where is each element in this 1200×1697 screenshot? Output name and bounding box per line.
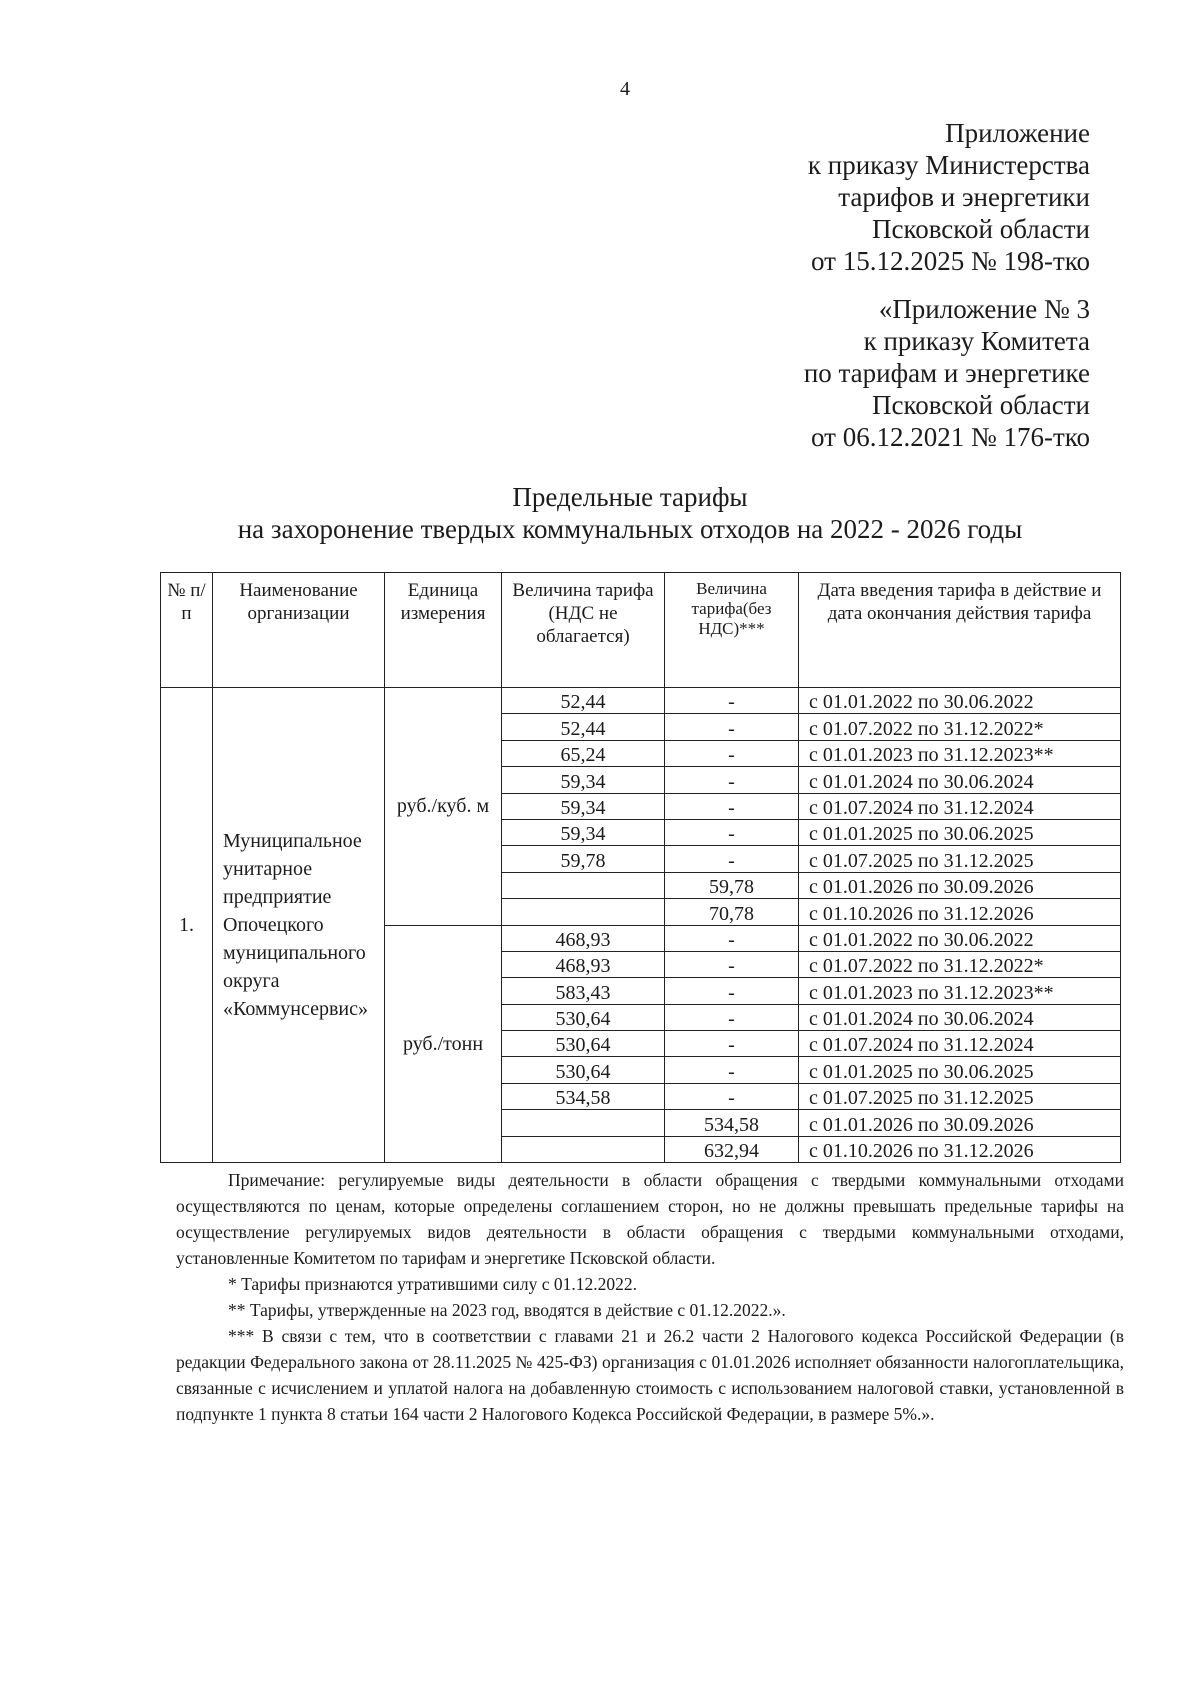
appendix-reference-line: по тарифам и энергетике [803, 358, 1090, 388]
tariff-ex-vat-cell: - [665, 740, 799, 766]
organization-name: Муниципальное унитарное предприятие Опочецкого муниципального округа «Коммунсервис» [213, 688, 385, 1163]
tariff-cell [502, 1110, 665, 1136]
tariff-cell [502, 1136, 665, 1162]
tariff-ex-vat-cell: - [665, 819, 799, 845]
period-cell: с 01.01.2024 по 30.06.2024 [799, 767, 1121, 793]
note-double-star: ** Тарифы, утвержденные на 2023 год, вводятся в действие с 01.12.2022.». [228, 1300, 786, 1320]
tariff-cell: 59,34 [502, 819, 665, 845]
period-cell: с 01.01.2023 по 31.12.2023** [799, 978, 1121, 1004]
document-subtitle: на захоронение твердых коммунальных отходов на 2022 - 2026 годы [237, 514, 1023, 544]
tariff-ex-vat-cell: - [665, 714, 799, 740]
period-cell: с 01.07.2022 по 31.12.2022* [799, 714, 1121, 740]
tariff-cell: 583,43 [502, 978, 665, 1004]
page-number: 4 [620, 78, 630, 100]
period-cell: с 01.01.2022 по 30.06.2022 [799, 925, 1121, 951]
tariff-ex-vat-cell: - [665, 1057, 799, 1083]
period-cell: с 01.01.2025 по 30.06.2025 [799, 819, 1121, 845]
tariff-ex-vat-cell: 59,78 [665, 872, 799, 898]
period-cell: с 01.07.2024 по 31.12.2024 [799, 1031, 1121, 1057]
appendix-reference-line: к приказу Комитета [863, 326, 1090, 356]
tariff-cell: 52,44 [502, 688, 665, 714]
note-triple-star: *** В связи с тем, что в соответствии с главами 21 и 26.2 части 2 Налогового кодекса Российской Федерации (в редакции Федерального закона от 28.11.2025 № 425-ФЗ) организация с 01.01.2026 исполняет обязанности налогоплательщика, связанные с исчислением и уплатой налога на добавленную стоимость с использованием налоговой ставки, установленной в подпункте 1 пункта 8 статьи 164 части 2 Налогового Кодекса Российской Федерации, в размере 5%.». [176, 1326, 1124, 1424]
appendix-reference-line: Псковской области [871, 390, 1090, 420]
table-row [161, 688, 1121, 714]
tariff-ex-vat-cell: - [665, 978, 799, 1004]
period-cell: с 01.01.2022 по 30.06.2022 [799, 688, 1121, 714]
tariff-ex-vat-cell: 632,94 [665, 1136, 799, 1162]
header-period: Дата введения тарифа в действие и дата окончания действия тарифа [799, 573, 1121, 688]
period-cell: с 01.07.2024 по 31.12.2024 [799, 793, 1121, 819]
period-cell: с 01.10.2026 по 31.12.2026 [799, 1136, 1121, 1162]
tariff-ex-vat-cell: - [665, 767, 799, 793]
tariff-cell: 52,44 [502, 714, 665, 740]
tariff-ex-vat-cell: - [665, 925, 799, 951]
appendix-header-line: тарифов и энергетики [838, 182, 1090, 212]
appendix-reference [804, 293, 1090, 453]
table-header-row [161, 573, 1121, 688]
tariff-cell: 59,78 [502, 846, 665, 872]
tariff-ex-vat-cell: - [665, 1083, 799, 1109]
period-cell: с 01.01.2026 по 30.09.2026 [799, 872, 1121, 898]
appendix-reference-line: от 06.12.2021 № 176-тко [811, 422, 1090, 452]
note-main: Примечание: регулируемые виды деятельности в области обращения с твердыми коммунальными отходами осуществляются по ценам, которые определены соглашением сторон, но не должны превышать предельные тарифы на осуществление регулируемых видов деятельности в области обращения с твердыми коммунальными отходами, установленные Комитетом по тарифам и энергетике Псковской области. [176, 1170, 1124, 1268]
tariff-table [160, 572, 1121, 1163]
appendix-header-line: Псковской области [871, 214, 1090, 244]
tariff-cell: 530,64 [502, 1057, 665, 1083]
period-cell: с 01.01.2025 по 30.06.2025 [799, 1057, 1121, 1083]
tariff-ex-vat-cell: - [665, 688, 799, 714]
document-title: Предельные тарифы [512, 482, 748, 512]
tariff-cell: 59,34 [502, 767, 665, 793]
tariff-cell: 534,58 [502, 1083, 665, 1109]
period-cell: с 01.10.2026 по 31.12.2026 [799, 899, 1121, 925]
header-tariff-ex-vat: Величина тарифа(без НДС)*** [665, 573, 799, 688]
period-cell: с 01.07.2022 по 31.12.2022* [799, 951, 1121, 977]
tariff-cell: 530,64 [502, 1031, 665, 1057]
appendix-header-line: к приказу Министерства [807, 150, 1090, 180]
unit-cell: руб./тонн [385, 925, 502, 1163]
tariff-cell: 65,24 [502, 740, 665, 766]
tariff-cell: 468,93 [502, 925, 665, 951]
tariff-ex-vat-cell: - [665, 846, 799, 872]
appendix-reference-line: «Приложение № 3 [878, 294, 1090, 324]
appendix-header-line: от 15.12.2025 № 198-тко [811, 246, 1090, 276]
tariff-ex-vat-cell: - [665, 1031, 799, 1057]
unit-cell: руб./куб. м [385, 688, 502, 926]
appendix-header [808, 117, 1090, 277]
period-cell: с 01.07.2025 по 31.12.2025 [799, 846, 1121, 872]
tariff-ex-vat-cell: - [665, 951, 799, 977]
header-unit: Единица измерения [385, 573, 502, 688]
row-number: 1. [161, 688, 213, 1163]
period-cell: с 01.01.2024 по 30.06.2024 [799, 1004, 1121, 1030]
tariff-cell: 59,34 [502, 793, 665, 819]
tariff-cell [502, 872, 665, 898]
note-single-star: * Тарифы признаются утратившими силу с 01.12.2022. [228, 1274, 638, 1294]
header-organization: Наименование организации [213, 573, 385, 688]
notes-section [176, 1167, 1124, 1427]
tariff-ex-vat-cell: - [665, 793, 799, 819]
appendix-header-line: Приложение [945, 118, 1090, 148]
tariff-cell [502, 899, 665, 925]
period-cell: с 01.07.2025 по 31.12.2025 [799, 1083, 1121, 1109]
tariff-cell: 530,64 [502, 1004, 665, 1030]
tariff-ex-vat-cell: - [665, 1004, 799, 1030]
tariff-ex-vat-cell: 70,78 [665, 899, 799, 925]
header-tariff-no-vat: Величина тарифа (НДС не облагается) [502, 573, 665, 688]
tariff-cell: 468,93 [502, 951, 665, 977]
period-cell: с 01.01.2023 по 31.12.2023** [799, 740, 1121, 766]
header-number: № п/п [161, 573, 213, 688]
period-cell: с 01.01.2026 по 30.09.2026 [799, 1110, 1121, 1136]
tariff-ex-vat-cell: 534,58 [665, 1110, 799, 1136]
